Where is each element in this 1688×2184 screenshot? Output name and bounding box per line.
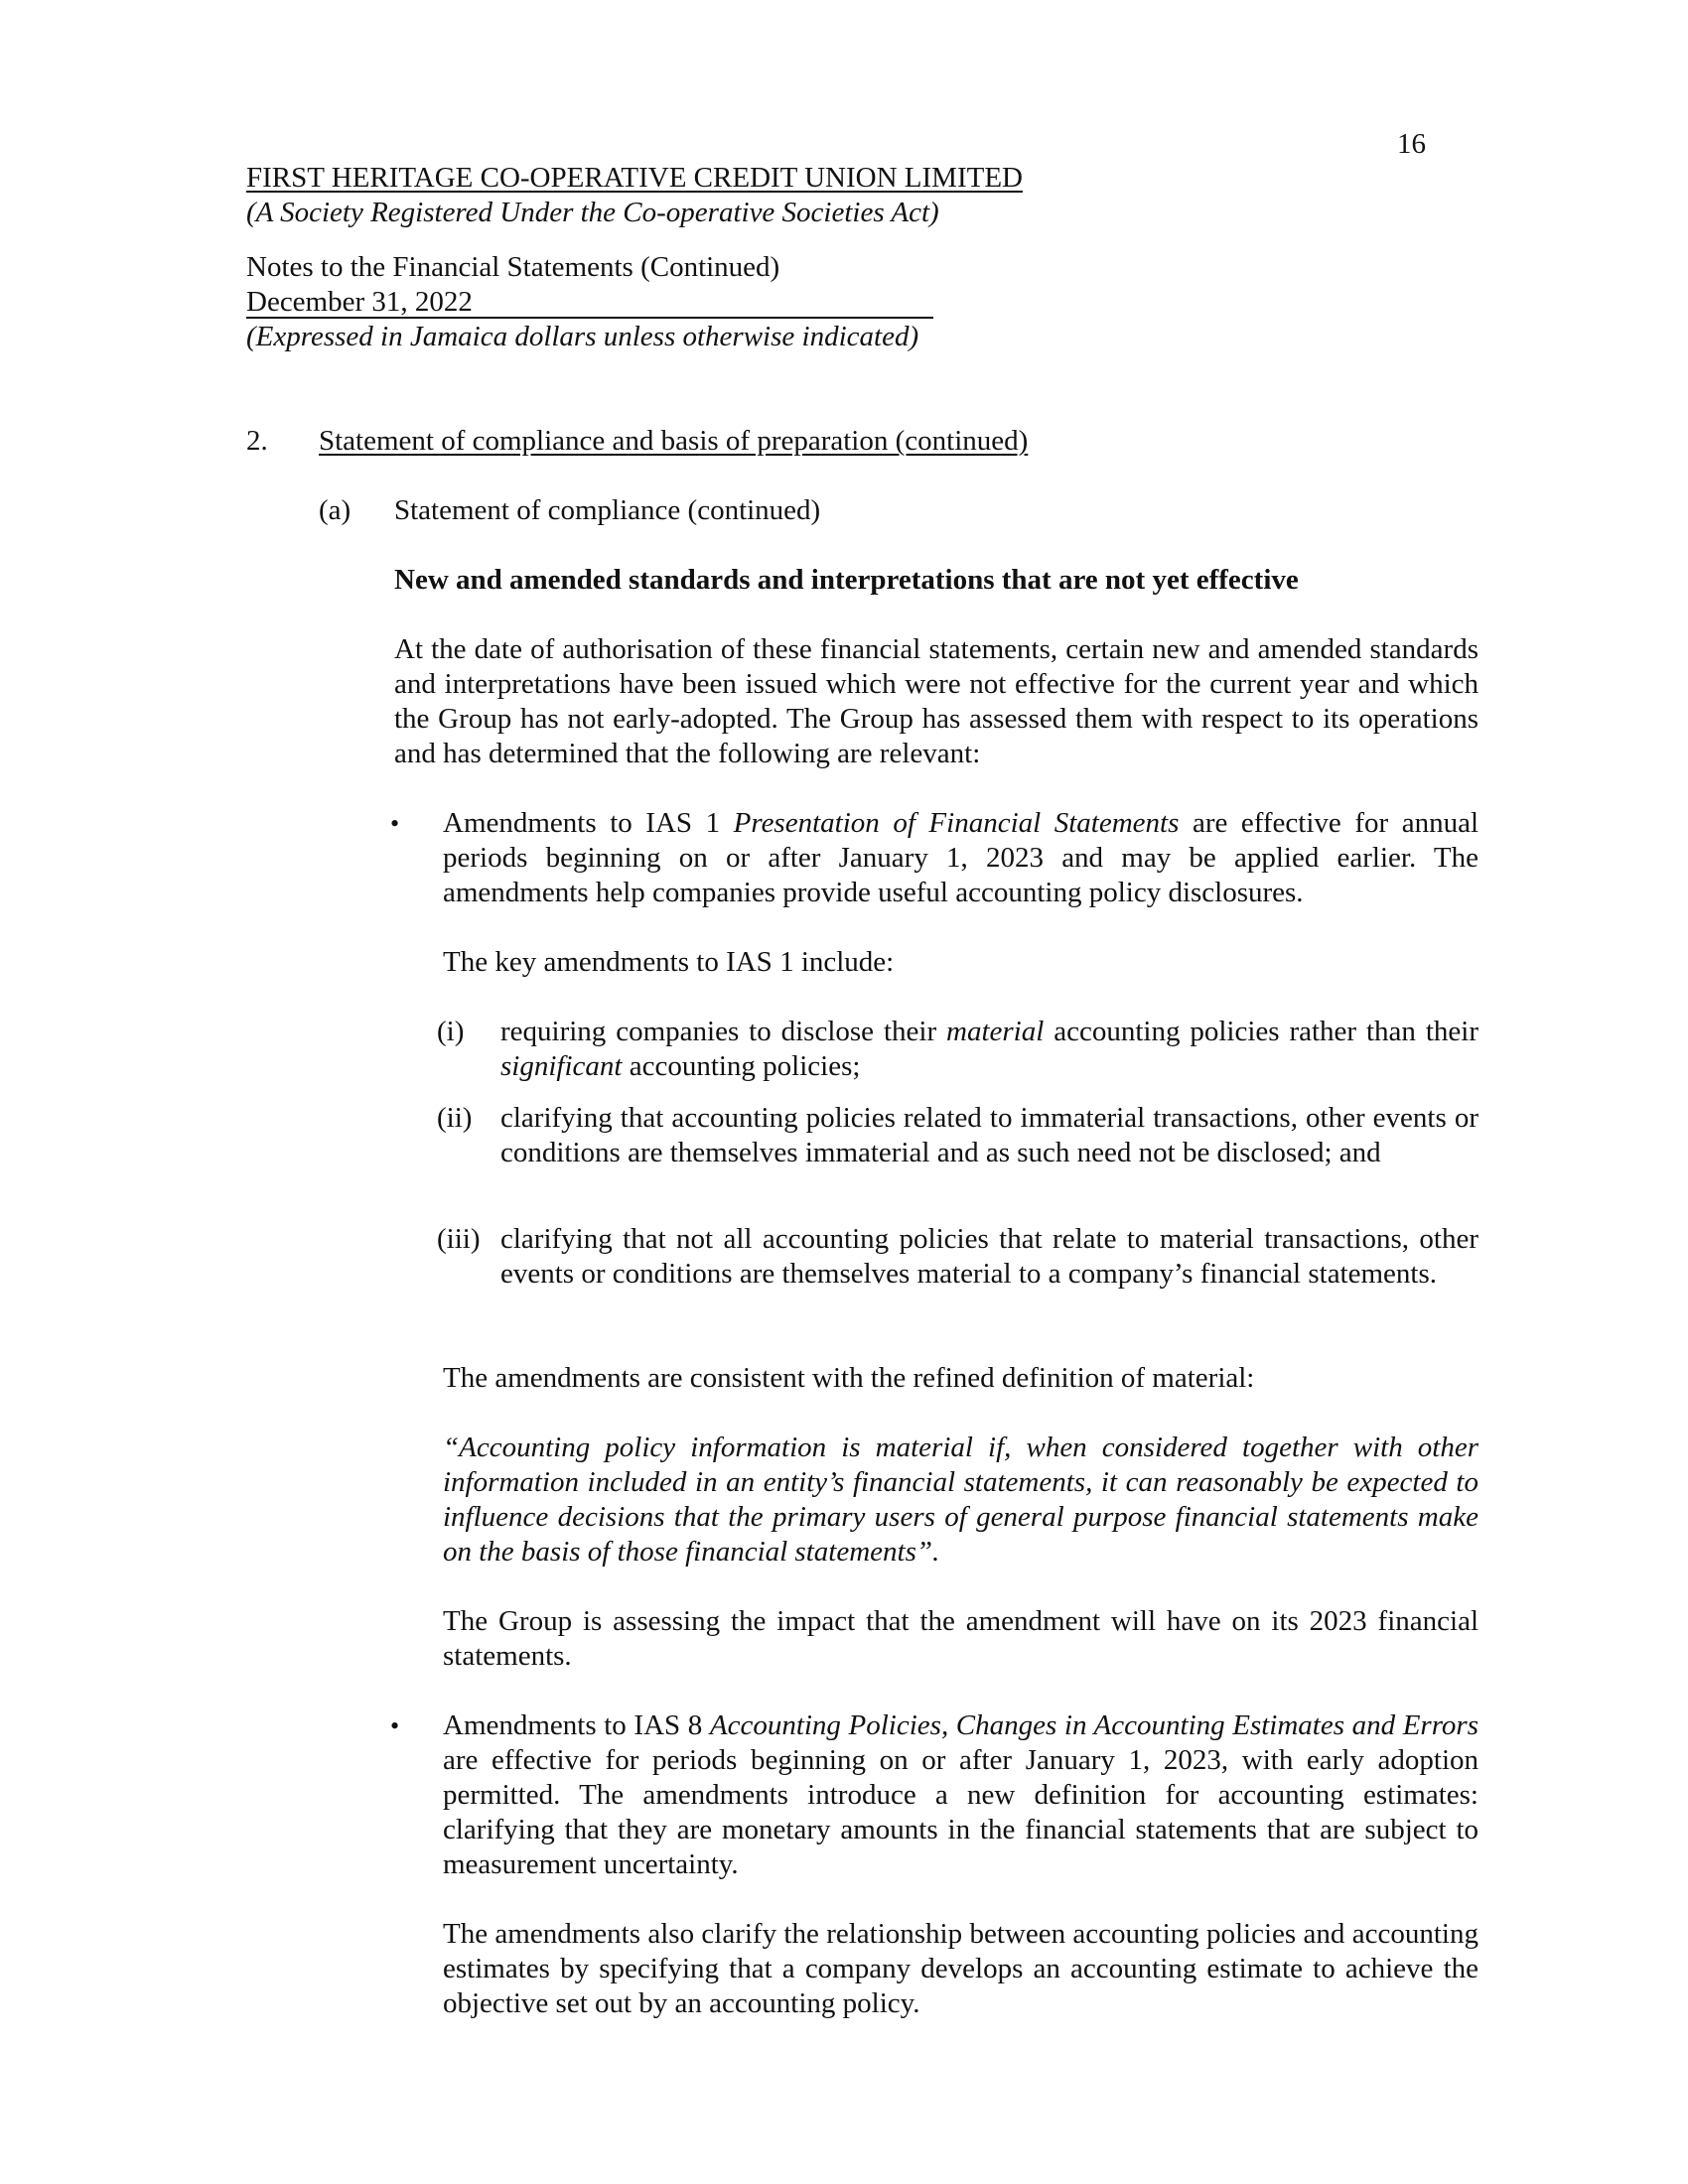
list-item: clarifying that not all accounting policies that relate to material transactions, other events or conditions are themselves material to a company’s financial statements. (500, 1223, 1478, 1290)
page-number: 16 (1397, 128, 1426, 160)
list-item: clarifying that accounting policies related to immaterial transactions, other events or conditions are themselves immaterial and as such need not be disclosed; and (500, 1102, 1478, 1168)
list-item: requiring companies to disclose their material accounting policies rather than their significant accounting policies; (500, 1016, 1478, 1082)
section-number: 2. (246, 425, 268, 457)
material-definition-quote: “Accounting policy information is material if, when considered together with other information included in an entity’s financial statements, it can reasonably be expected to influence decisions that the primary users of general purpose financial statements make on the basis of those financial statements”. (443, 1432, 1478, 1568)
ias1-paragraph: Amendments to IAS 1 Presentation of Financial Statements are effective for annual periods beginning on or after January 1, 2023 and may be applied earlier. The amendments help companies provide useful accounting policy disclosures. (443, 807, 1479, 908)
ias8-standard-title: Accounting Policies, Changes in Accounting Estimates and Errors (709, 1709, 1478, 1741)
bullet-marker: • (390, 1711, 400, 1740)
date-underline (246, 317, 933, 319)
ias1-key-amendments-intro: The key amendments to IAS 1 include: (443, 946, 895, 978)
ias8-relationship-paragraph: The amendments also clarify the relationship between accounting policies and accounting estimates by specifying that a company develops an accounting estimate to achieve the objective set out by an accounting policy. (443, 1918, 1478, 2019)
section-title: Statement of compliance and basis of preparation (continued) (319, 425, 1029, 457)
document-title: Notes to the Financial Statements (Continued) (246, 251, 780, 283)
impact-assessment-paragraph: The Group is assessing the impact that the amendment will have on its 2023 financial statements. (443, 1605, 1478, 1672)
intro-paragraph: At the date of authorisation of these financial statements, certain new and amended standards and interpretations have been issued which were not effective for the current year and which the Group has not early-adopted. The Group has assessed them with respect to its operations and has determined that the following are relevant: (394, 633, 1478, 769)
list-item-label: (iii) (437, 1223, 481, 1255)
list-item-label: (ii) (437, 1102, 473, 1134)
subsection-label: (a) (319, 494, 352, 526)
organization-name: FIRST HERITAGE CO-OPERATIVE CREDIT UNION LIMITED (246, 162, 1023, 194)
statement-date: December 31, 2022 (246, 286, 473, 318)
bullet-marker: • (390, 809, 400, 838)
organization-subtitle: (A Society Registered Under the Co-operative Societies Act) (246, 197, 939, 228)
subsection-title: Statement of compliance (continued) (394, 494, 821, 526)
currency-note: (Expressed in Jamaica dollars unless otherwise indicated) (246, 321, 919, 352)
ias8-paragraph: Amendments to IAS 8 Accounting Policies, Changes in Accounting Estimates and Errors are effective for periods beginning on or after January 1, 2023, with early adoption permitted. The amendments introduce a new definition for accounting estimates: clarifying that they are monetary amounts in the financial statements that are subject to measurement uncertainty. (443, 1709, 1478, 1880)
ias1-standard-title: Presentation of Financial Statements (733, 807, 1180, 839)
section-heading: New and amended standards and interpretations that are not yet effective (394, 564, 1299, 596)
material-definition-intro: The amendments are consistent with the refined definition of material: (443, 1362, 1255, 1394)
list-item-label: (i) (437, 1016, 465, 1047)
